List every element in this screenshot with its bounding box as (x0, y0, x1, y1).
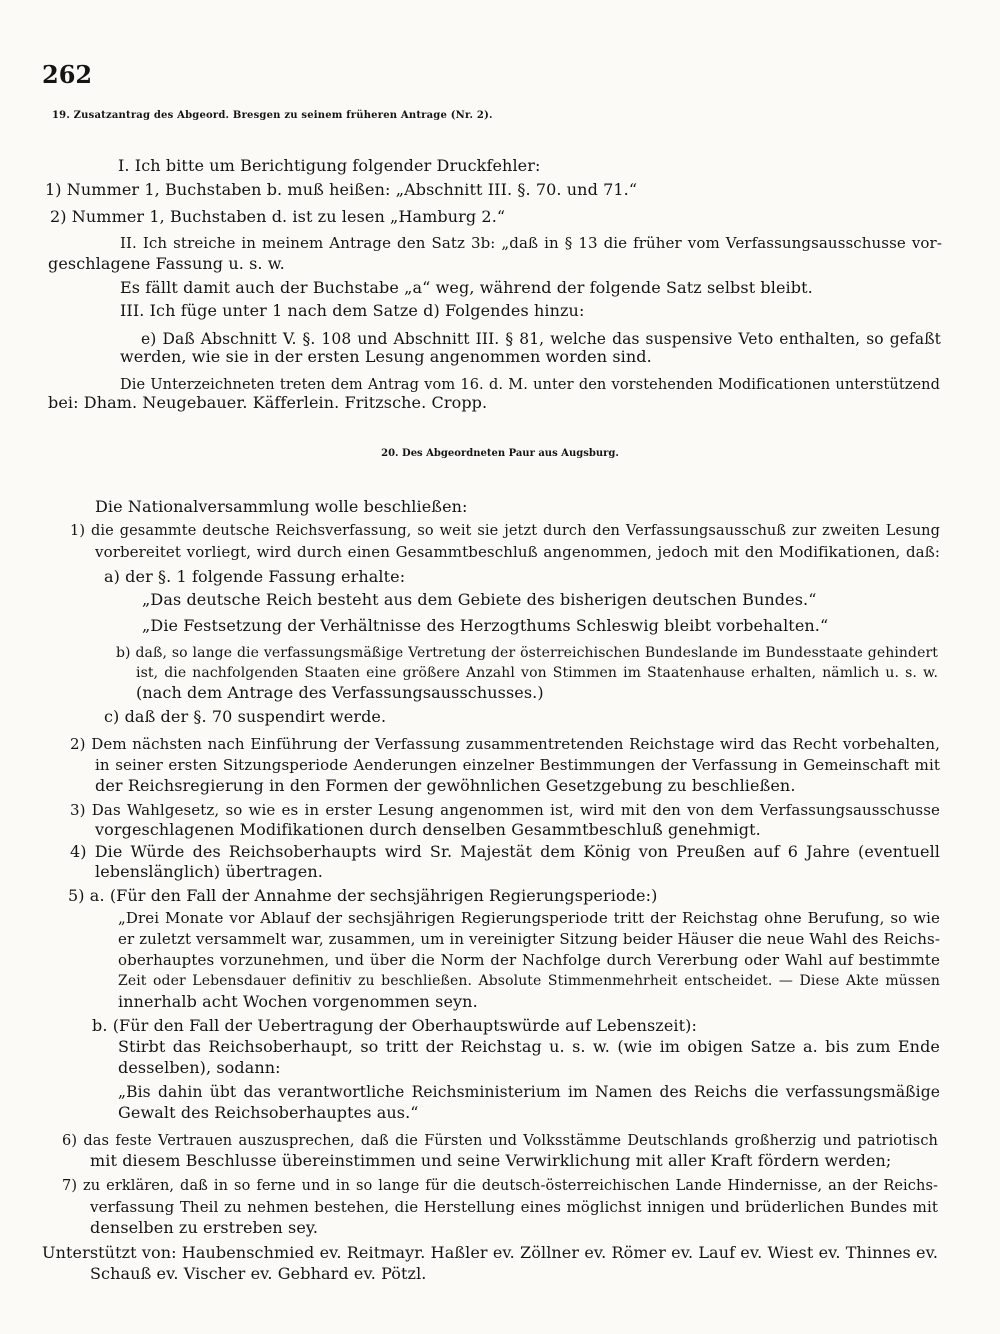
line: oberhauptes vorzunehmen, und über die Norm der Nachfolge durch Vererbung oder Wahl auf bestimmte (118, 951, 940, 969)
line: „Das deutsche Reich besteht aus dem Gebiete des bisherigen deutschen Bundes.“ (142, 590, 817, 609)
line: innerhalb acht Wochen vorgenommen seyn. (118, 992, 478, 1011)
line: er zuletzt versammelt war, zusammen, um in vereinigter Sitzung beider Häuser die neue Wahl des Reichs- (118, 930, 940, 948)
line: 6) das feste Vertrauen auszusprechen, daß die Fürsten und Volksstämme Deutschlands großherzig und patriotisch (62, 1133, 938, 1149)
line: 4) Die Würde des Reichsoberhaupts wird Sr. Majestät dem König von Preußen auf 6 Jahre (eventuell (70, 842, 940, 861)
line: Schauß ev. Vischer ev. Gebhard ev. Pötzl. (90, 1264, 427, 1283)
line: II. Ich streiche in meinem Antrage den Satz 3b: „daß in § 13 die früher vom Verfassungsausschusse vor- (120, 234, 942, 252)
line: Gewalt des Reichsoberhauptes aus.“ (118, 1103, 419, 1122)
line: 3) Das Wahlgesetz, so wie es in erster Lesung angenommen ist, wird mit den von dem Verfassungsausschusse (70, 801, 940, 819)
line: werden, wie sie in der ersten Lesung angenommen worden sind. (120, 347, 652, 366)
line: Die Nationalversammlung wolle beschließen: (95, 497, 468, 516)
line: „Die Festsetzung der Verhältnisse des Herzogthums Schleswig bleibt vorbehalten.“ (142, 616, 829, 635)
line: „Drei Monate vor Ablauf der sechsjährigen Regierungsperiode tritt der Reichstag ohne Berufung, so wie (118, 909, 940, 927)
line: c) daß der §. 70 suspendirt werde. (104, 707, 387, 726)
heading-19: 19. Zusatzantrag des Abgeord. Bresgen zu seinem früheren Antrage (Nr. 2). (52, 110, 493, 121)
line: 2) Nummer 1, Buchstaben d. ist zu lesen „Hamburg 2.“ (50, 207, 506, 226)
line: vorgeschlagenen Modifikationen durch denselben Gesammtbeschluß genehmigt. (95, 820, 761, 839)
line: „Bis dahin übt das verantwortliche Reichsministerium im Namen des Reichs die verfassungsmäßige (118, 1083, 940, 1101)
line: desselben), sodann: (118, 1058, 281, 1077)
line: 2) Dem nächsten nach Einführung der Verfassung zusammentretenden Reichstage wird das Recht vorbehalten, (70, 735, 940, 753)
line: III. Ich füge unter 1 nach dem Satze d) Folgendes hinzu: (120, 301, 585, 320)
line: bei: Dham. Neugebauer. Käfferlein. Fritzsche. Cropp. (48, 393, 488, 412)
line: Stirbt das Reichsoberhaupt, so tritt der Reichstag u. s. w. (wie im obigen Satze a. bis zum Ende (118, 1037, 940, 1056)
line: vorbereitet vorliegt, wird durch einen Gesammtbeschluß angenommen, jedoch mit den Modifikationen, daß: (95, 543, 940, 561)
line: a) der §. 1 folgende Fassung erhalte: (104, 567, 406, 586)
line: ist, die nachfolgenden Staaten eine größere Anzahl von Stimmen im Staatenhause erhalten, nämlich u. s. w. (136, 665, 938, 681)
line: 1) die gesammte deutsche Reichsverfassung, so weit sie jetzt durch den Verfassungsausschuß zur zweiten Lesung (70, 523, 940, 539)
line: (nach dem Antrage des Verfassungsausschusses.) (136, 683, 544, 702)
page-number: 262 (42, 60, 93, 89)
line: Zeit oder Lebensdauer definitiv zu beschließen. Absolute Stimmenmehrheit entscheidet. — Diese Akte müssen (118, 973, 940, 989)
line: 5) a. (Für den Fall der Annahme der sechsjährigen Regierungsperiode:) (68, 886, 658, 905)
line: Die Unterzeichneten treten dem Antrag vom 16. d. M. unter den vorstehenden Modificationen unterstützend (120, 377, 940, 393)
line: denselben zu erstreben sey. (90, 1218, 319, 1237)
line: der Reichsregierung in den Formen der gewöhnlichen Gesetzgebung zu beschließen. (95, 776, 796, 795)
line: I. Ich bitte um Berichtigung folgender Druckfehler: (118, 156, 541, 175)
line: mit diesem Beschlusse übereinstimmen und seine Verwirklichung mit aller Kraft fördern werden; (90, 1151, 892, 1170)
line: e) Daß Abschnitt V. §. 108 und Abschnitt III. § 81, welche das suspensive Veto enthalten, so gefaßt (141, 330, 941, 348)
heading-20: 20. Des Abgeordneten Paur aus Augsburg. (381, 448, 619, 459)
line: Es fällt damit auch der Buchstabe „a“ weg, während der folgende Satz selbst bleibt. (120, 278, 813, 297)
line: in seiner ersten Sitzungsperiode Aenderungen einzelner Bestimmungen der Verfassung in Gemeinschaft mit (95, 756, 940, 774)
line: 7) zu erklären, daß in so ferne und in so lange für die deutsch-österreichischen Lande Hindernisse, an der Reichs- (62, 1178, 938, 1194)
line: lebenslänglich) übertragen. (95, 862, 323, 881)
line: b) daß, so lange die verfassungsmäßige Vertretung der österreichischen Bundeslande im Bundesstaate gehindert (116, 645, 938, 661)
line: Unterstützt von: Haubenschmied ev. Reitmayr. Haßler ev. Zöllner ev. Römer ev. Lauf ev. Wiest ev. Thinnes ev. (42, 1243, 938, 1262)
line: b. (Für den Fall der Uebertragung der Oberhauptswürde auf Lebenszeit): (92, 1016, 697, 1035)
line: 1) Nummer 1, Buchstaben b. muß heißen: „Abschnitt III. §. 70. und 71.“ (45, 180, 638, 199)
line: verfassung Theil zu nehmen bestehen, die Herstellung eines möglichst innigen und brüderlichen Bundes mit (90, 1198, 938, 1216)
line: geschlagene Fassung u. s. w. (48, 254, 285, 273)
